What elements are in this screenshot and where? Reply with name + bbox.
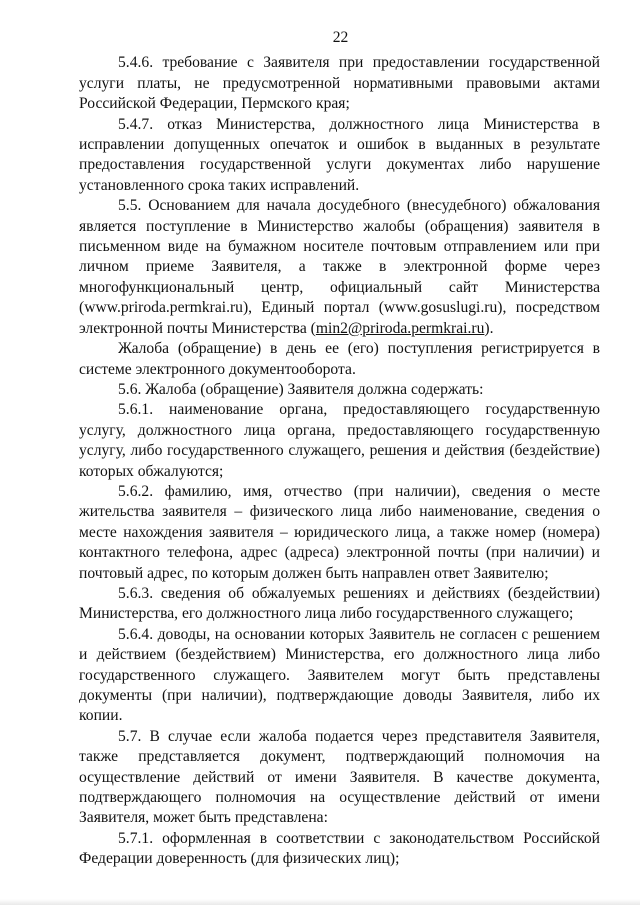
paragraph-5-7-1: 5.7.1. оформленная в соответствии с законодательством Российской Федерации доверенность (для физических лиц); — [79, 829, 600, 868]
paragraph-5-6-2: 5.6.2. фамилию, имя, отчество (при наличии), сведения о месте жительства заявителя – физического лица либо наименование, сведения о месте нахождения заявителя – юридического лица, а также номер (номера) контактного телефона, адрес (адреса) электронной почты (при наличии) и почтовый адрес, по которым должен быть направлен ответ Заявителю; — [79, 482, 600, 582]
paragraph-5-4-7: 5.4.7. отказ Министерства, должностного лица Министерства в исправлении допущенных опечаток и ошибок в выданных в результате предоставления государственной услуги документах либо нарушение установленного срока таких исправлений. — [79, 115, 600, 194]
ministry-email-link[interactable]: min2@priroda.permkrai.ru — [315, 319, 485, 337]
paragraph-5-5-text: 5.5. Основанием для начала досудебного (внесудебного) обжалования является поступление в Министерство жалобы (обращения) заявителя в письменном виде на бумажном носителе почтовым отправлением или при личном приеме Заявителя, а также в электронной форме через многофункциональный центр, официальный сайт Министерства (www.priroda.permkrai.ru), Единый портал (www.gosuslugi.ru), посредством электронной почты Министерства ( — [79, 197, 600, 337]
scan-bottom-edge — [0, 899, 640, 905]
paragraph-5-6-3: 5.6.3. сведения об обжалуемых решениях и действиях (бездействии) Министерства, его должностного лица либо государственного служащего; — [79, 584, 600, 623]
paragraph-registration: Жалоба (обращение) в день ее (его) поступления регистрируется в системе электронного документооборота. — [79, 340, 600, 378]
document-body — [79, 53, 600, 869]
paragraph-5-6-1: 5.6.1. наименование органа, предоставляющего государственную услугу, должностного лица органа, предоставляющего государственную услугу, либо государственного служащего, решения и действия (бездействие) которых обжалуются; — [79, 401, 600, 480]
paragraph-5-6-4: 5.6.4. доводы, на основании которых Заявитель не согласен с решением и действием (бездействием) Министерства, его должностного лица либо государственного служащего. Заявителем могут быть представлены документы (при наличии), подтверждающие доводы Заявителя, либо их копии. — [79, 625, 600, 725]
paragraph-5-5-tail: ). — [484, 319, 494, 337]
paragraph-5-4-6: 5.4.6. требование с Заявителя при предоставлении государственной услуги платы, не предусмотренной нормативными правовыми актами Российской Федерации, Пермского края; — [79, 54, 600, 113]
paragraph-5-5 — [79, 196, 600, 339]
paragraph-5-7: 5.7. В случае если жалоба подается через представителя Заявителя, также представляется документ, подтверждающий полномочия на осуществление действий от имени Заявителя. В качестве документа, подтверждающего полномочия на осуществление действий от имени Заявителя, может быть представлена: — [79, 727, 600, 827]
paragraph-5-6: 5.6. Жалоба (обращение) Заявителя должна содержать: — [118, 380, 484, 398]
page-number: 22 — [332, 29, 349, 46]
